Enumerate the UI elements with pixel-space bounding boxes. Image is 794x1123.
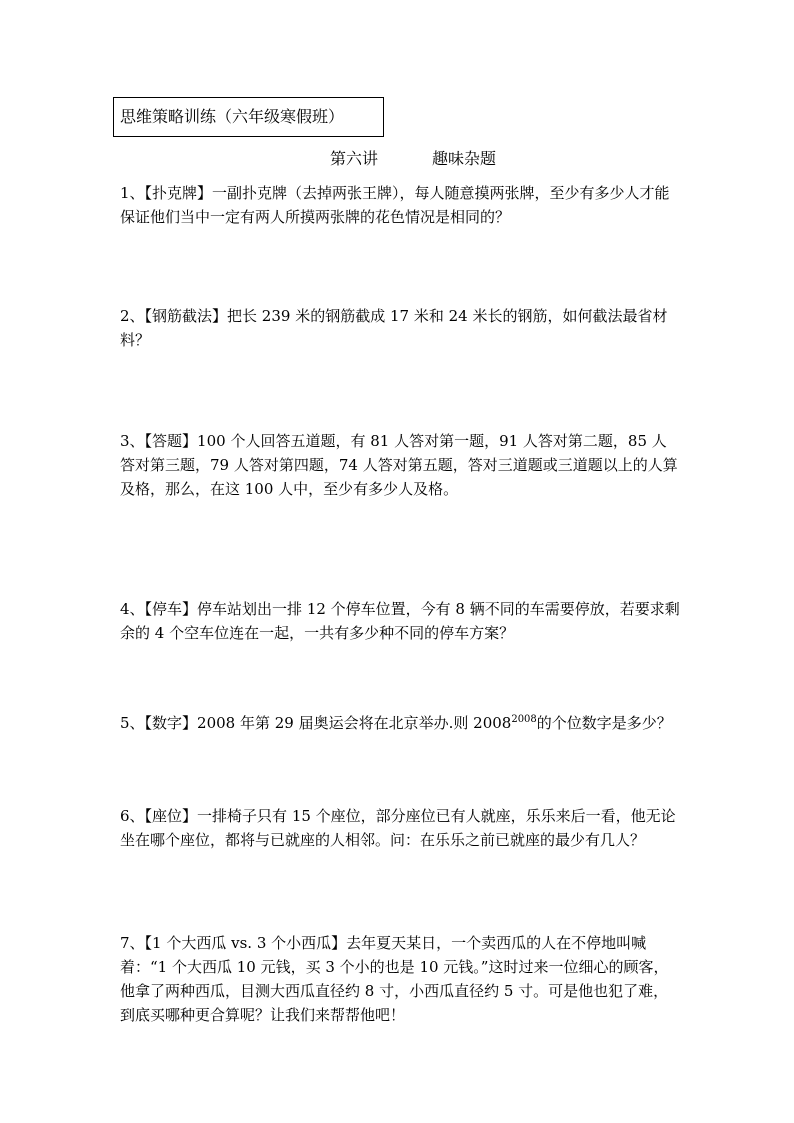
problem-1: 1、【扑克牌】一副扑克牌（去掉两张王牌），每人随意摸两张牌，至少有多少人才能保证他们当中一定有两人所摸两张牌的花色情况是相同的？ [120, 184, 670, 226]
problem-6: 6、【座位】一排椅子只有 15 个座位，部分座位已有人就座，乐乐来后一看，他无论坐在哪个座位，都将与已就座的人相邻。问：在乐乐之前已就座的最少有几人？ [120, 807, 676, 849]
course-title: 思维策略训练（六年级寒假班） [120, 107, 345, 126]
lecture-number: 第六讲 [330, 149, 379, 168]
title-box [113, 97, 384, 137]
problem-4: 4、【停车】停车站划出一排 12 个停车位置，今有 8 辆不同的车需要停放，若要求剩余的 4 个空车位连在一起，一共有多少种不同的停车方案？ [120, 600, 680, 642]
problem-5-text-end: 的个位数字是多少？ [536, 714, 672, 732]
lecture-heading [330, 148, 496, 170]
lecture-title: 趣味杂题 [432, 149, 497, 168]
problem-7: 7、【1 个大西瓜 vs. 3 个小西瓜】去年夏天某日，一个卖西瓜的人在不停地叫喊着：“1 个大西瓜 10 元钱，买 3 个小的也是 10 元钱。”这时过来一位细心的顾客，他拿了两种西瓜，目测大西瓜直径约 8 寸，小西瓜直径约 5 寸。可是他也犯了难，到底买哪种更合算呢？让我们来帮帮他吧！ [120, 934, 669, 1024]
problem-2: 2、【钢筋截法】把长 239 米的钢筋截成 17 米和 24 米长的钢筋，如何截法最省材料？ [120, 307, 668, 349]
problem-5-text: 5、【数字】2008 年第 29 届奥运会将在北京举办.则 2008 [120, 714, 512, 732]
problem-5-exponent: 2008 [511, 714, 537, 725]
problem-3: 3、【答题】100 个人回答五道题，有 81 人答对第一题，91 人答对第二题，85 人答对第三题，79 人答对第四题，74 人答对第五题，答对三道题或三道题以上的人算及格，那么，在这 100 人中，至少有多少人及格。 [120, 432, 678, 498]
problem-5 [120, 711, 680, 735]
